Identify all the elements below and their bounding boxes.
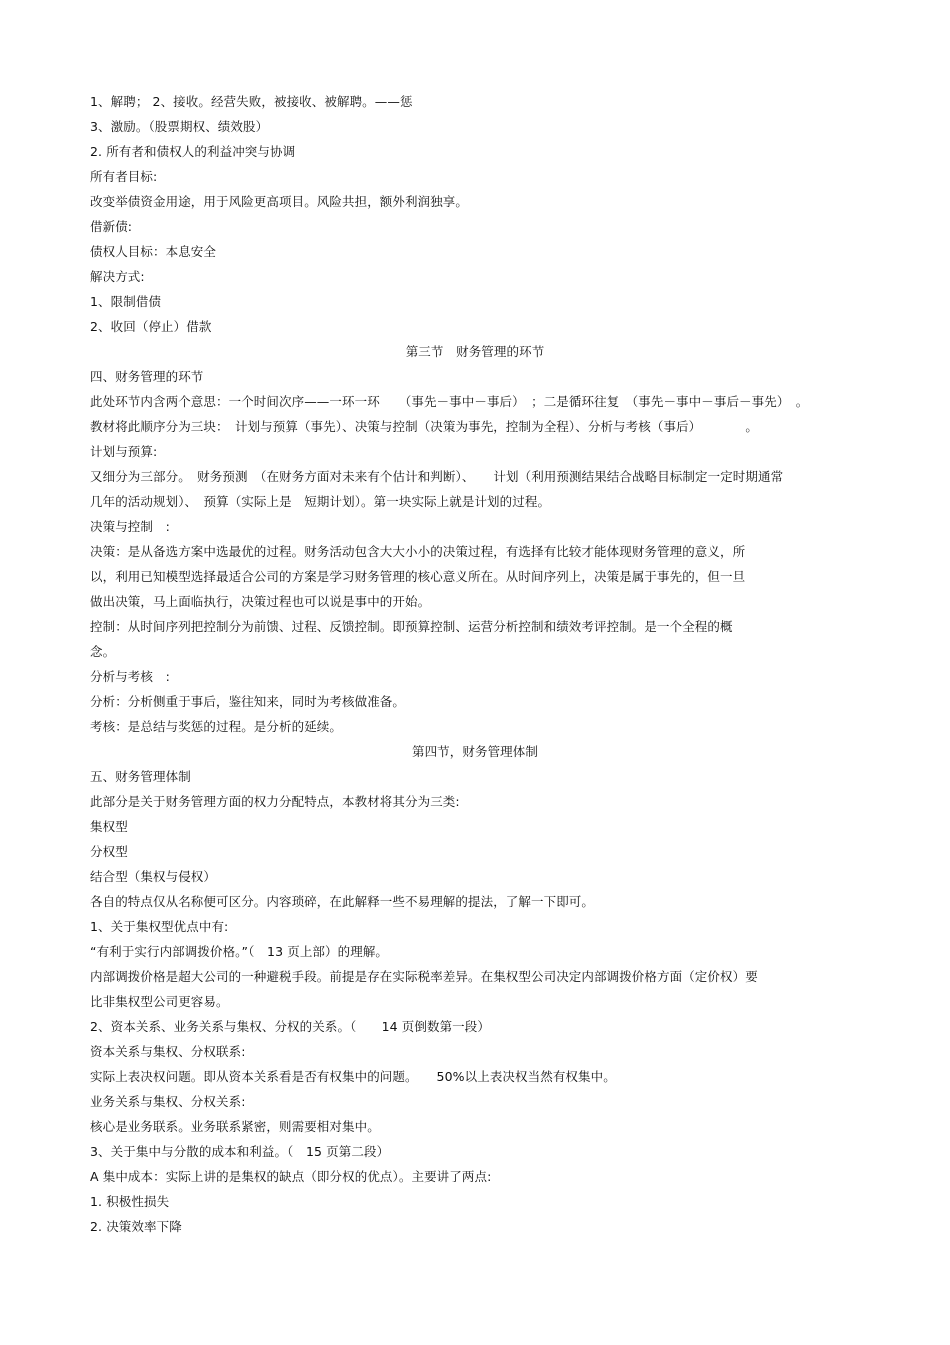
text-line: 教材将此顺序分为三块： 计划与预算（事先）、决策与控制（决策为事先，控制为全程）、分析与考核（事后） 。 bbox=[90, 419, 759, 434]
text-line: 此处环节内含两个意思：一个时间次序——一环一环 （事先－事中－事后） ；二是循环往复 （事先－事中－事后－事先） 。 bbox=[90, 394, 809, 409]
text-line: 集权型 bbox=[90, 819, 128, 834]
text-line: 3、激励。（股票期权、绩效股） bbox=[90, 119, 269, 134]
text-line: 1、限制借债 bbox=[90, 294, 162, 309]
text-line: 解决方式: bbox=[90, 269, 145, 284]
text-line: 分析与考核 : bbox=[90, 669, 170, 684]
text-line: 实际上表决权问题。即从资本关系看是否有权集中的问题。 50%以上表决权当然有权集中。 bbox=[90, 1069, 616, 1084]
text-line: 此部分是关于财务管理方面的权力分配特点，本教材将其分为三类: bbox=[90, 794, 460, 809]
text-line: 业务关系与集权、分权关系: bbox=[90, 1094, 246, 1109]
text-line: 核心是业务联系。业务联系紧密，则需要相对集中。 bbox=[90, 1119, 380, 1134]
text-line: 改变举债资金用途，用于风险更高项目。风险共担，额外利润独享。 bbox=[90, 194, 469, 209]
text-line: 决策：是从备选方案中选最优的过程。财务活动包含大大小小的决策过程，有选择有比较才能体现财务管理的意义，所 bbox=[90, 544, 746, 559]
text-line: 1、解聘； 2、接收。经营失败，被接收、被解聘。——惩 bbox=[90, 94, 413, 109]
text-line: 2、资本关系、业务关系与集权、分权的关系。（ 14 页倒数第一段） bbox=[90, 1019, 490, 1034]
text-line: 2、收回（停止）借款 bbox=[90, 319, 212, 334]
text-line: 四、财务管理的环节 bbox=[90, 369, 204, 384]
text-line: 内部调拨价格是超大公司的一种避税手段。前提是存在实际税率差异。在集权型公司决定内部调拨价格方面（定价权）要 bbox=[90, 969, 758, 984]
text-line: 决策与控制 : bbox=[90, 519, 170, 534]
text-line: 以，利用已知模型选择最适合公司的方案是学习财务管理的核心意义所在。从时间序列上，决策是属于事先的，但一旦 bbox=[90, 569, 746, 584]
text-line: 又细分为三部分。 财务预测 （在财务方面对未来有个估计和判断）、 计划（利用预测结果结合战略目标制定一定时期通常 bbox=[90, 469, 784, 484]
text-line: A 集中成本：实际上讲的是集权的缺点（即分权的优点）。主要讲了两点: bbox=[90, 1169, 492, 1184]
text-line: 资本关系与集权、分权联系: bbox=[90, 1044, 246, 1059]
text-line: 比非集权型公司更容易。 bbox=[90, 994, 229, 1009]
text-line: 所有者目标: bbox=[90, 169, 158, 184]
text-line: 各自的特点仅从名称便可区分。内容琐碎，在此解释一些不易理解的提法，了解一下即可。 bbox=[90, 894, 595, 909]
text-line: 考核：是总结与奖惩的过程。是分析的延续。 bbox=[90, 719, 343, 734]
text-line: 五、财务管理体制 bbox=[90, 769, 191, 784]
section-heading: 第四节，财务管理体制 bbox=[411, 744, 538, 759]
text-line: 分权型 bbox=[90, 844, 128, 859]
text-line: 2. 决策效率下降 bbox=[90, 1219, 182, 1234]
text-line: “有利于实行内部调拨价格。”（ 13 页上部）的理解。 bbox=[90, 944, 389, 959]
text-line: 3、关于集中与分散的成本和利益。（ 15 页第二段） bbox=[90, 1144, 390, 1159]
text-line: 借新债: bbox=[90, 219, 133, 234]
text-line: 几年的活动规划）、 预算（实际上是 短期计划）。第一块实际上就是计划的过程。 bbox=[90, 494, 551, 509]
text-line: 1、关于集权型优点中有: bbox=[90, 919, 229, 934]
text-line: 1. 积极性损失 bbox=[90, 1194, 170, 1209]
text-line: 做出决策，马上面临执行，决策过程也可以说是事中的开始。 bbox=[90, 594, 431, 609]
text-line: 分析：分析侧重于事后，鉴往知来，同时为考核做准备。 bbox=[90, 694, 406, 709]
text-line: 结合型（集权与侵权） bbox=[90, 869, 217, 884]
text-line: 计划与预算: bbox=[90, 444, 158, 459]
text-line: 2. 所有者和债权人的利益冲突与协调 bbox=[90, 144, 296, 159]
text-line: 债权人目标：本息安全 bbox=[90, 244, 217, 259]
section-heading: 第三节 财务管理的环节 bbox=[405, 344, 545, 359]
text-line: 控制：从时间序列把控制分为前馈、过程、反馈控制。即预算控制、运营分析控制和绩效考评控制。是一个全程的概 bbox=[90, 619, 733, 634]
text-line: 念。 bbox=[90, 644, 116, 659]
